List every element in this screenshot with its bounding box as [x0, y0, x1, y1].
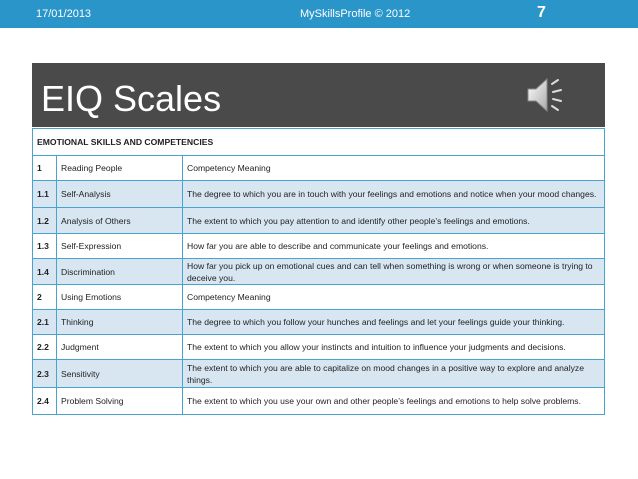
row-number: 2.2	[33, 335, 57, 360]
row-name: Analysis of Others	[57, 208, 183, 234]
row-description: The extent to which you use your own and other people’s feelings and emotions to help solve problems.	[183, 388, 605, 415]
table-header: EMOTIONAL SKILLS AND COMPETENCIES	[33, 129, 605, 156]
slide-number: 7	[537, 4, 546, 21]
table-row	[33, 234, 605, 259]
row-number: 1.4	[33, 259, 57, 285]
row-name: Discrimination	[57, 259, 183, 285]
table-row	[33, 259, 605, 285]
row-number: 2.3	[33, 360, 57, 388]
table-row	[33, 388, 605, 415]
row-name: Self-Analysis	[57, 181, 183, 208]
table-row	[33, 208, 605, 234]
row-name: Judgment	[57, 335, 183, 360]
row-description: How far you pick up on emotional cues and can tell when something is wrong or when someone is trying to deceive you.	[183, 259, 605, 285]
table-row	[33, 181, 605, 208]
row-name: Problem Solving	[57, 388, 183, 415]
slide-date: 17/01/2013	[36, 8, 92, 20]
row-name: Using Emotions	[57, 285, 183, 310]
table-row	[33, 360, 605, 388]
row-name: Reading People	[57, 156, 183, 181]
row-number: 1.3	[33, 234, 57, 259]
title-box	[32, 63, 605, 127]
row-number: 2.4	[33, 388, 57, 415]
table-row	[33, 310, 605, 335]
table-header-row	[33, 129, 605, 156]
row-description: The extent to which you pay attention to and identify other people’s feelings and emotions.	[183, 208, 605, 234]
row-number: 1	[33, 156, 57, 181]
row-name: Self-Expression	[57, 234, 183, 259]
table-row	[33, 156, 605, 181]
row-description: Competency Meaning	[183, 285, 605, 310]
row-number: 1.1	[33, 181, 57, 208]
row-description: Competency Meaning	[183, 156, 605, 181]
row-number: 2	[33, 285, 57, 310]
top-bar	[0, 0, 638, 28]
slide-title: EIQ Scales	[41, 78, 222, 119]
competency-table	[32, 128, 605, 415]
row-description: How far you are able to describe and communicate your feelings and emotions.	[183, 234, 605, 259]
row-description: The extent to which you are able to capitalize on mood changes in a positive way to explore and analyze things.	[183, 360, 605, 388]
row-name: Sensitivity	[57, 360, 183, 388]
slide-copyright: MySkillsProfile © 2012	[300, 8, 411, 20]
row-description: The degree to which you are in touch with your feelings and emotions and notice when your mood changes.	[183, 181, 605, 208]
row-number: 2.1	[33, 310, 57, 335]
table-row	[33, 285, 605, 310]
row-number: 1.2	[33, 208, 57, 234]
table-row	[33, 335, 605, 360]
row-name: Thinking	[57, 310, 183, 335]
speaker-icon[interactable]	[525, 75, 569, 115]
row-description: The extent to which you allow your instincts and intuition to influence your judgments and decisions.	[183, 335, 605, 360]
row-description: The degree to which you follow your hunches and feelings and let your feelings guide your thinking.	[183, 310, 605, 335]
